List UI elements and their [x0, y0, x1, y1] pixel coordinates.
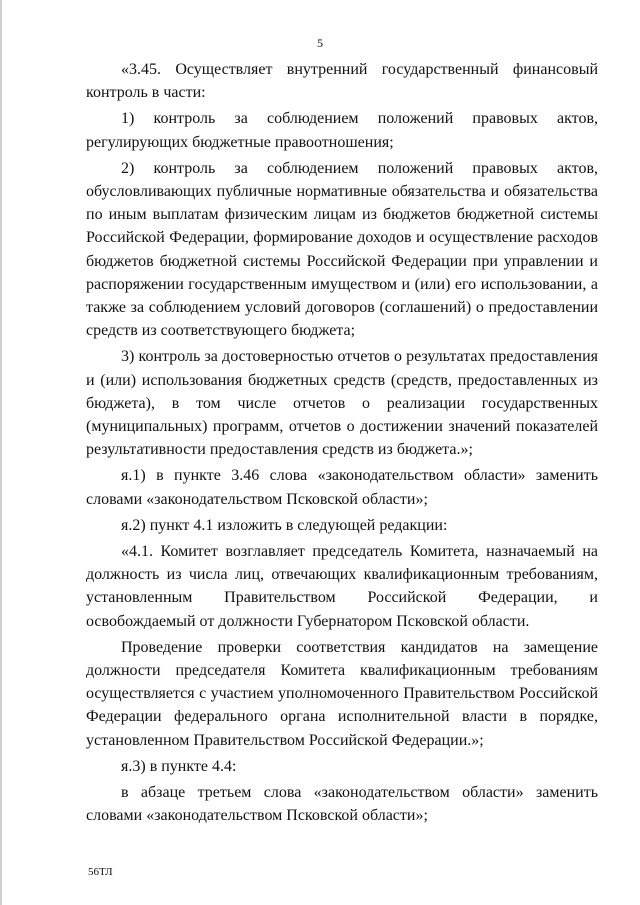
paragraph-item-3: 3) контроль за достоверностью отчетов о результатах предоставления и (или) использования бюджетных средств (средств, предоставленных из бюджета), в том числе отчетов о реализации государственных (муниципальных) программ, отчетов о достижении значений показателей результативности предоставления средств из бюджета.»;	[86, 348, 598, 459]
paragraph-4-1: «4.1. Комитет возглавляет председатель Комитета, назначаемый на должность из числа лиц, отвечающих квалификационным требованиям, установленным Правительством Российской Федерации, и освобождаемый от должности Губернатором Псковской области.	[86, 543, 598, 630]
page-number: 5	[317, 36, 323, 50]
paragraph-item-2: 2) контроль за соблюдением положений правовых актов, обусловливающих публичные нормативные обязательства и обязательства по иным выплатам физическим лицам из бюджетов бюджетной системы Российской Федерации, формирование доходов и осуществление расходов бюджетов бюджетной системы Российской Федерации при управлении и распоряжении государственным имуществом и (или) его использовании, а также за соблюдением условий договоров (соглашений) о предоставлении средств из соответствующего бюджета;	[86, 159, 598, 340]
paragraph-verification: Проведение проверки соответствия кандидатов на замещение должности председателя Комитета квалификационным требованиям осуществляется с участием уполномоченного Правительством Российской Федерации федерального органа исполнительной власти в порядке, установленном Правительством Российской Федерации.»;	[86, 638, 598, 749]
paragraph-3-45: «3.45. Осуществляет внутренний государственный финансовый контроль в части:	[86, 61, 598, 102]
scan-edge	[0, 0, 2, 905]
paragraph-abzac-3: в абзаце третьем слова «законодательством области» заменить словами «законодательством Псковской области»;	[86, 784, 598, 825]
document-body	[86, 58, 598, 828]
paragraph-ya-3: я.3) в пункте 4.4:	[121, 757, 237, 775]
footer-code: 56ТЛ	[88, 866, 113, 878]
paragraph-item-1: 1) контроль за соблюдением положений правовых актов, регулирующих бюджетные правоотношения;	[86, 110, 598, 151]
paragraph-ya-2: я.2) пункт 4.1 изложить в следующей редакции:	[121, 516, 448, 534]
paragraph-ya-1: я.1) в пункте 3.46 слова «законодательством области» заменить словами «законодательством Псковской области»;	[86, 467, 598, 508]
